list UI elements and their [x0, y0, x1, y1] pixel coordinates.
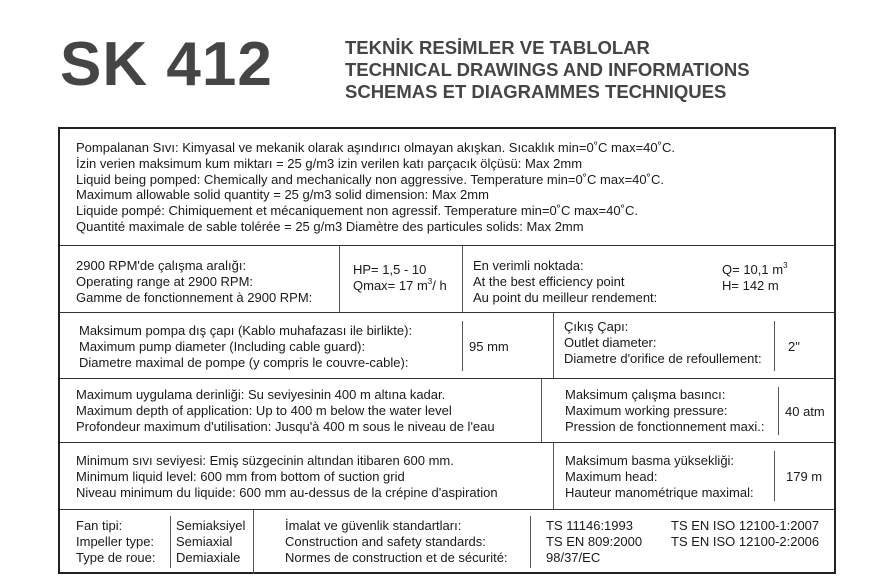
efficiency-label-tr: En verimli noktada: [473, 258, 584, 273]
outlet-diameter-label [564, 319, 762, 366]
impeller-value-en: Semiaxial [176, 533, 233, 549]
best-efficiency-label [473, 258, 657, 305]
head-label-fr: Hauteur manométrique maximal: [565, 484, 754, 500]
best-efficiency-values [722, 262, 788, 294]
max-head-label [565, 453, 754, 500]
qmax-value: Qmax= 17 $m^3/$ h [353, 276, 447, 293]
liquid-line: Liquide pompé: Chimiquement et mécaniquement non agressif. Temperature min=0˚C max=40˚C. [76, 203, 638, 219]
cell-divider [774, 321, 775, 371]
depth-label-en: Maximum depth of application: Up to 400 m below the water level [76, 402, 452, 418]
min-level-label-fr: Niveau minimum du liquide: 600 mm au-dessus de la crépine d'aspiration [76, 484, 498, 500]
operating-range-label [76, 258, 312, 305]
liquid-line: Pompalanan Sıvı: Kimyasal ve mekanik olarak aşındırıcı olmayan akışkan. Sıcaklık min=0˚C max=40˚C. [76, 140, 675, 155]
depth-label-fr: Profondeur maximum d'utilisation: Jusqu'à 400 m sous le niveau de l'eau [76, 418, 495, 434]
standards-list-2 [671, 518, 819, 550]
cell-divider [774, 451, 775, 501]
impeller-label-fr: Type de roue: [76, 549, 156, 565]
pump-diameter-value: 95 mm [469, 339, 509, 354]
cell-divider [462, 246, 463, 312]
row-divider [60, 378, 834, 379]
cell-divider [253, 510, 254, 574]
outlet-label-fr: Diametre d'orifice de refoullement: [564, 350, 762, 366]
pump-diameter-label-en: Maximum pump diameter (Including cable guard): [79, 338, 366, 354]
standard-item: TS EN ISO 12100-1:2007 [671, 518, 820, 533]
model-number: SK 412 [60, 30, 273, 99]
min-level-label-en: Minimum liquid level: 600 mm from bottom of suction grid [76, 468, 405, 484]
impeller-type-label [76, 518, 156, 565]
standards-list-1 [546, 518, 642, 565]
row-divider [60, 509, 834, 510]
pump-diameter-label-tr: Maksimum pompa dış çapı (Kablo muhafazası ile birlikte): [79, 323, 413, 338]
impeller-label-en: Impeller type: [76, 533, 155, 549]
operating-label-fr: Gamme de fonctionnement à 2900 RPM: [76, 289, 313, 305]
min-liquid-level-label [76, 453, 498, 500]
pressure-label-fr: Pression de fonctionnement maxi.: [565, 418, 765, 434]
liquid-line: Liquid being pomped: Chemically and mechanically non aggressive. Temperature min=0˚C max=40˚C. [76, 171, 664, 187]
impeller-type-values [176, 518, 245, 565]
title-line-en: TECHNICAL DRAWINGS AND INFORMATIONS [345, 59, 750, 80]
cell-divider [530, 516, 531, 568]
standards-label-fr: Normes de construction et de sécurité: [285, 549, 508, 565]
cell-divider [553, 443, 554, 509]
impeller-label-tr: Fan tipi: [76, 518, 123, 533]
outlet-diameter-value: 2" [788, 339, 800, 354]
outlet-label-tr: Çıkış Çapı: [564, 319, 629, 334]
impeller-value-fr: Demiaxiale [176, 549, 241, 565]
cell-divider [553, 313, 554, 378]
head-label-en: Maximum head: [565, 468, 658, 484]
title-line-tr: TEKNİK RESİMLER VE TABLOLAR [345, 37, 650, 58]
cell-divider [339, 246, 340, 312]
standards-label-tr: İmalat ve güvenlik standartları: [285, 518, 462, 533]
standard-item: TS 11146:1993 [546, 518, 633, 533]
operating-label-en: Operating range at 2900 RPM: [76, 273, 254, 289]
head-label-tr: Maksimum basma yüksekliği: [565, 453, 735, 468]
max-head-value: 179 m [786, 469, 823, 484]
pressure-label-en: Maximum working pressure: [565, 402, 728, 418]
cell-divider [778, 387, 779, 435]
operating-label-tr: 2900 RPM'de çalışma aralığı: [76, 258, 247, 273]
row-divider [60, 245, 834, 246]
page-title-block [345, 37, 750, 103]
cell-divider [462, 321, 463, 371]
cell-divider [541, 379, 542, 442]
hp-value: HP= 1,5 - 10 [353, 262, 427, 277]
depth-label-tr: Maximum uygulama derinliği: Su seviyesinin 400 m altına kadar. [76, 387, 446, 402]
h-value: H= 142 m [722, 277, 779, 293]
standard-item: TS EN ISO 12100-2:2006 [671, 533, 820, 549]
max-depth-label [76, 387, 495, 434]
outlet-label-en: Outlet diameter: [564, 334, 657, 350]
max-pressure-label [565, 387, 764, 434]
spec-table [58, 127, 836, 574]
pressure-label-tr: Maksimum çalışma basıncı: [565, 387, 726, 402]
liquid-line: Maximum allowable solid quantity = 25 g/m3 solid dimension: Max 2mm [76, 187, 489, 203]
q-value: Q= 10,1 $m^3$ [722, 261, 788, 277]
standards-label-en: Construction and safety standards: [285, 533, 486, 549]
cell-divider [170, 516, 171, 568]
impeller-value-tr: Semiaksiyel [176, 518, 246, 533]
standard-item: 98/37/EC [546, 549, 601, 565]
liquid-description [76, 140, 675, 235]
max-pressure-value: 40 atm [785, 404, 825, 419]
title-line-fr: SCHEMAS ET DIAGRAMMES TECHNIQUES [345, 81, 727, 102]
row-divider [60, 442, 834, 443]
standard-item: TS EN 809:2000 [546, 533, 643, 549]
pump-diameter-label [79, 323, 412, 370]
pump-diameter-label-fr: Diametre maximal de pompe (y compris le couvre-cable): [79, 354, 409, 370]
liquid-line: İzin verien maksimum kum miktarı = 25 g/m3 izin verilen katı parçacık ölçüsü: Max 2mm [76, 155, 583, 171]
min-level-label-tr: Minimum sıvı seviyesi: Emiş süzgecinin altından itibaren 600 mm. [76, 453, 454, 468]
liquid-line: Quantité maximale de sable tolérée = 25 g/m3 Diamètre des particules solids: Max 2mm [76, 218, 584, 234]
operating-range-values [353, 262, 447, 294]
standards-label [285, 518, 508, 565]
efficiency-label-fr: Au point du meilleur rendement: [473, 289, 658, 305]
row-divider [60, 312, 834, 313]
efficiency-label-en: At the best efficiency point [473, 273, 625, 289]
